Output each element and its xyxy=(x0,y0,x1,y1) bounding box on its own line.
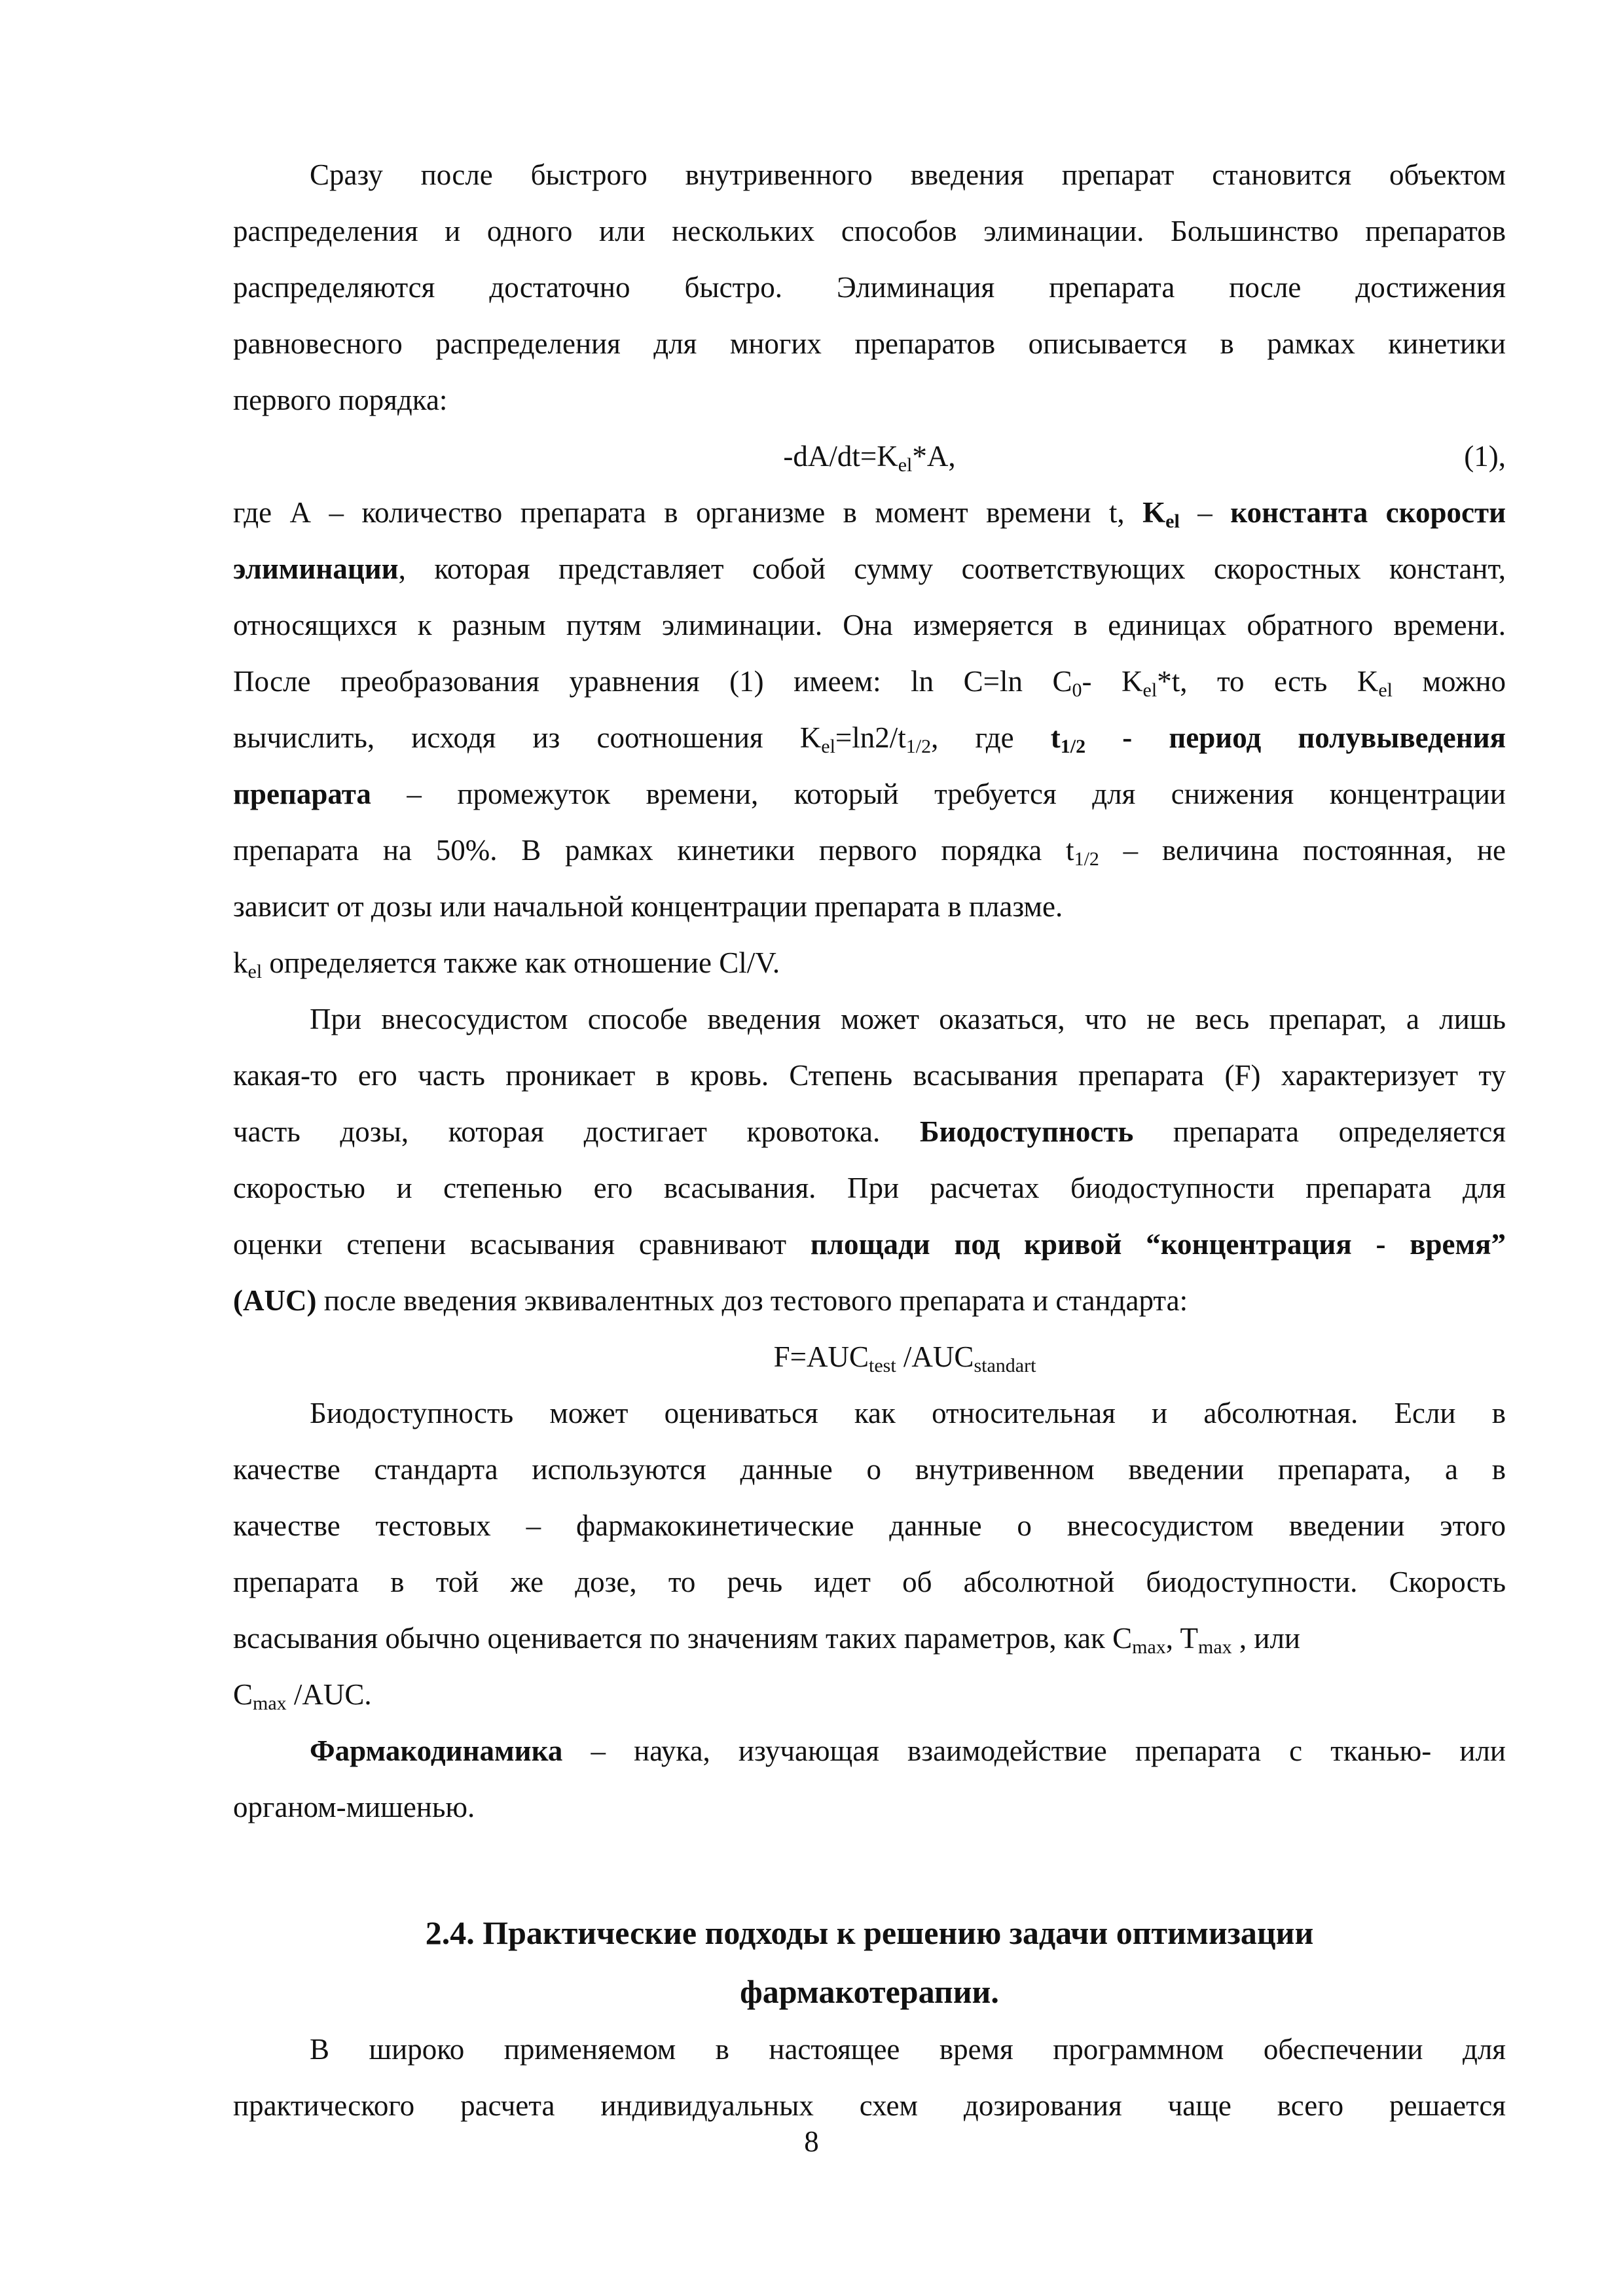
p2-line-5: вычислить, исходя из соотношения $K_{el}=\ln 2/t_{1/2}$, где $t_{1/2}$ - период полувыведения xyxy=(233,721,1506,757)
p2-line-4: После преобразования уравнения (1) имеем: ln C=ln $C_0-$ $K_{el}*t$, то есть $K_{el}$ можно xyxy=(233,665,1506,701)
p4-line-2: какая-то его часть проникает в кровь. Степень всасывания препарата (F) характеризует ту xyxy=(233,1059,1506,1092)
p7-line-1: В широко применяемом в настоящее время программном обеспечении для xyxy=(310,2033,1506,2066)
equation-2: $F=AUC_{test}$ $/AUC_{standart}$ xyxy=(773,1340,1036,1376)
equation-1-formula: $-dA/dt=K_{el}*A$, xyxy=(783,440,956,476)
p4-line-6: (AUC) после введения эквивалентных доз тестового препарата и стандарта: xyxy=(233,1284,1188,1317)
p2-line-6: препарата – промежуток времени, который требуется для снижения концентрации xyxy=(233,778,1506,810)
p1-line-1: Сразу после быстрого внутривенного введения препарат становится объектом xyxy=(310,158,1506,191)
p2-line-3: относящихся к разным путям элиминации. Она измеряется в единицах обратного времени. xyxy=(233,609,1506,641)
p4-line-4: скоростью и степенью его всасывания. При расчетах биодоступности препарата для xyxy=(233,1172,1506,1204)
section-heading-line-1: 2.4. Практические подходы к решению задачи оптимизации xyxy=(425,1914,1314,1951)
p5-line-4: препарата в той же дозе, то речь идет об абсолютной биодоступности. Скорость xyxy=(233,1566,1506,1598)
document-page xyxy=(233,147,1506,2134)
p3-line-1: $k_{el}$ определяется также как отношение Cl/V. xyxy=(233,946,780,982)
p6-line-1: Фармакодинамика – наука, изучающая взаимодействие препарата с тканью- или xyxy=(310,1734,1506,1767)
page-number: 8 xyxy=(804,2125,819,2158)
equation-1-number: (1), xyxy=(1464,440,1506,473)
p4-line-5: оценки степени всасывания сравнивают площади под кривой “концентрация - время” xyxy=(233,1228,1506,1261)
section-heading-line-2: фармакотерапии. xyxy=(740,1973,999,2010)
p2-line-7: препарата на 50%. В рамках кинетики первого порядка $t_{1/2}$ – величина постоянная, не xyxy=(233,834,1506,870)
p2-line-2: элиминации, которая представляет собой сумму соответствующих скоростных констант, xyxy=(233,552,1506,585)
p5-line-2: качестве стандарта используются данные о внутривенном введении препарата, а в xyxy=(233,1453,1506,1486)
p5-line-6: $C_{max}$ /AUC. xyxy=(233,1678,372,1714)
p1-line-5: первого порядка: xyxy=(233,384,448,416)
p1-line-3: распределяются достаточно быстро. Элиминация препарата после достижения xyxy=(233,271,1506,304)
p2-line-8: зависит от дозы или начальной концентрации препарата в плазме. xyxy=(233,890,1063,923)
p7-line-2: практического расчета индивидуальных схем дозирования чаще всего решается xyxy=(233,2089,1506,2122)
p5-line-3: качестве тестовых – фармакокинетические данные о внесосудистом введении этого xyxy=(233,1509,1506,1542)
p6-line-2: органом-мишенью. xyxy=(233,1791,475,1823)
p1-line-2: распределения и одного или нескольких способов элиминации. Большинство препаратов xyxy=(233,215,1506,247)
p4-line-1: При внесосудистом способе введения может оказаться, что не весь препарат, а лишь xyxy=(310,1003,1506,1035)
p5-line-5: всасывания обычно оценивается по значениям таких параметров, как $C_{max}$, $T_{max}$ , или xyxy=(233,1622,1301,1658)
p5-line-1: Биодоступность может оцениваться как относительная и абсолютная. Если в xyxy=(310,1397,1506,1429)
p4-line-3: часть дозы, которая достигает кровотока. Биодоступность препарата определяется xyxy=(233,1115,1506,1148)
p2-line-1: где А – количество препарата в организме в момент времени t, $K_{el}$ – константа скорости xyxy=(233,496,1506,532)
equation-1 xyxy=(233,428,1506,484)
p1-line-4: равновесного распределения для многих препаратов описывается в рамках кинетики xyxy=(233,327,1506,360)
